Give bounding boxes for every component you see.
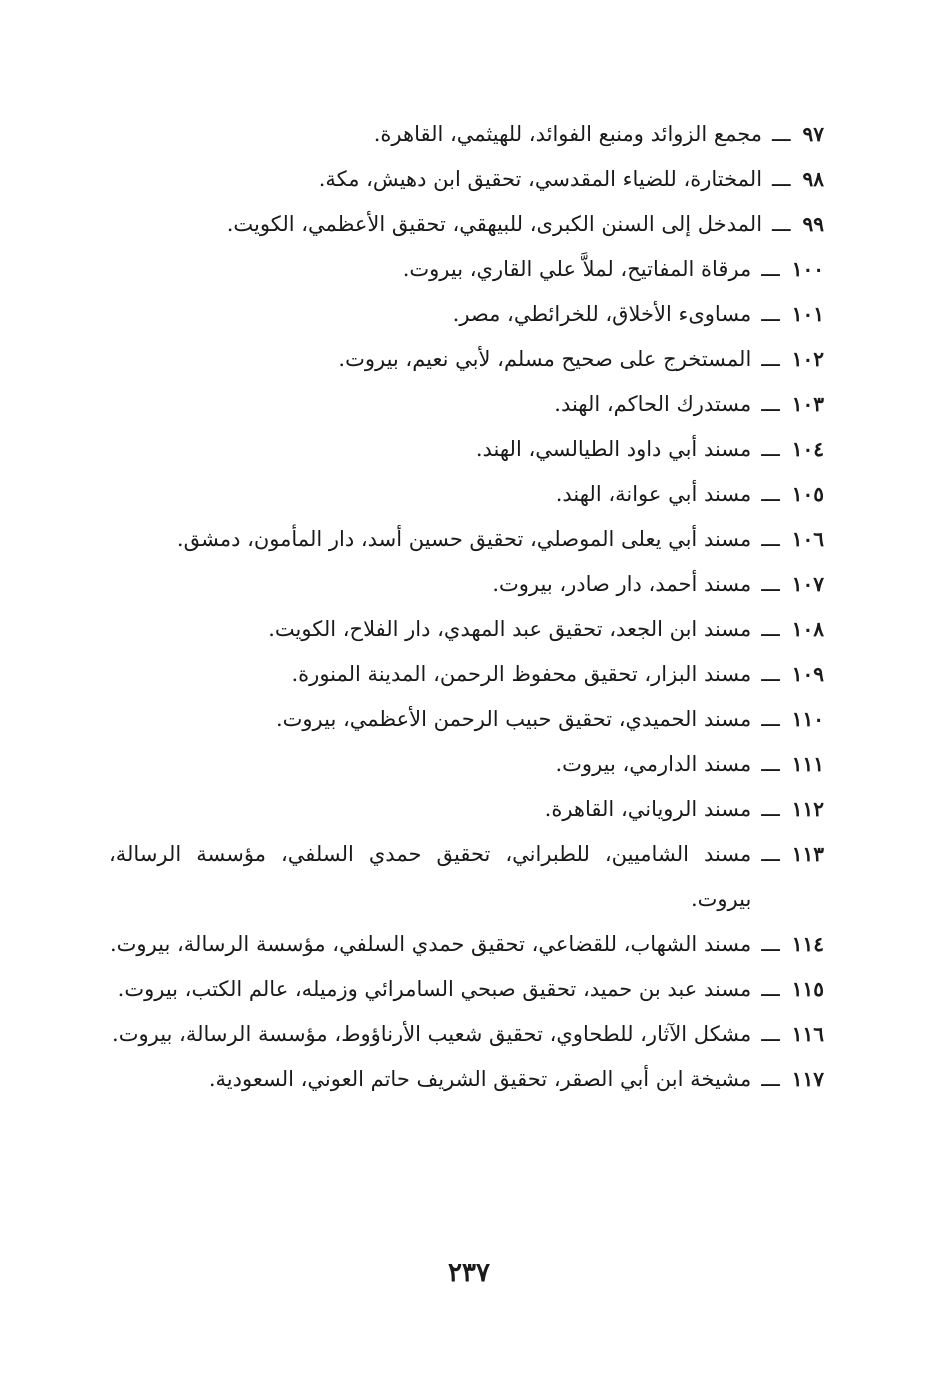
reference-entry-103 (109, 382, 824, 427)
entry-text: مشيخة ابن أبي الصقر، تحقيق الشريف حاتم العوني، السعودية. (208, 1067, 752, 1091)
entry-dash: ـــ (761, 392, 780, 416)
entry-dash: ـــ (761, 797, 780, 821)
entry-text: مسند البزار، تحقيق محفوظ الرحمن، المدينة المنورة. (291, 662, 752, 686)
reference-entry-117 (109, 1057, 824, 1102)
entry-text: مسند أبي داود الطيالسي، الهند. (475, 437, 752, 461)
entry-number: ١٠٢ (791, 347, 824, 371)
reference-entry-113 (109, 832, 824, 922)
entry-number: ١٠٠ (791, 257, 824, 281)
entry-number: ٩٩ (802, 212, 824, 236)
entry-dash: ـــ (761, 662, 780, 686)
entry-number: ١٠٤ (791, 437, 824, 461)
entry-number: ٩٨ (802, 167, 824, 191)
entry-text: مرقاة المفاتيح، لملاَّ علي القاري، بيروت. (402, 257, 752, 281)
entry-text: مسند أحمد، دار صادر، بيروت. (492, 572, 752, 596)
entry-text: مسند الشهاب، للقضاعي، تحقيق حمدي السلفي، مؤسسة الرسالة، بيروت. (109, 932, 752, 956)
reference-entry-106 (109, 517, 824, 562)
reference-entry-101 (109, 292, 824, 337)
reference-list (109, 112, 824, 1102)
entry-number: ١١٤ (791, 932, 824, 956)
reference-entry-111 (109, 742, 824, 787)
entry-number: ١١٠ (791, 707, 824, 731)
entry-number: ١١٧ (791, 1067, 824, 1091)
entry-text: المدخل إلى السنن الكبرى، للبيهقي، تحقيق الأعظمي، الكويت. (226, 212, 763, 236)
entry-number: ١١٢ (791, 797, 824, 821)
reference-entry-114 (109, 922, 824, 967)
reference-entry-116 (109, 1012, 824, 1057)
reference-entry-105 (109, 472, 824, 517)
entry-dash: ـــ (761, 617, 780, 641)
entry-text: مجمع الزوائد ومنبع الفوائد، للهيثمي، القاهرة. (373, 122, 763, 146)
entry-number: ١٠٧ (791, 572, 824, 596)
reference-entry-112 (109, 787, 824, 832)
entry-text: مسند الحميدي، تحقيق حبيب الرحمن الأعظمي، بيروت. (275, 707, 752, 731)
entry-number: ١٠٩ (791, 662, 824, 686)
entry-dash: ـــ (761, 1022, 780, 1046)
entry-text: مساوىء الأخلاق، للخرائطي، مصر. (452, 302, 752, 326)
entry-text: مسند الدارمي، بيروت. (555, 752, 752, 776)
reference-entry-100 (109, 247, 824, 292)
entry-dash: ـــ (772, 167, 791, 191)
entry-text: مسند أبي عوانة، الهند. (555, 482, 752, 506)
reference-entry-97 (109, 112, 824, 157)
entry-number: ١١٣ (791, 842, 824, 866)
entry-dash: ـــ (761, 572, 780, 596)
entry-dash: ـــ (761, 527, 780, 551)
entry-number: ١١١ (791, 752, 824, 776)
entry-text: مستدرك الحاكم، الهند. (554, 392, 752, 416)
entry-text: مسند عبد بن حميد، تحقيق صبحي السامرائي وزميله، عالم الكتب، بيروت. (117, 977, 752, 1001)
reference-entry-102 (109, 337, 824, 382)
reference-entry-115 (109, 967, 824, 1012)
entry-text: مشكل الآثار، للطحاوي، تحقيق شعيب الأرناؤوط، مؤسسة الرسالة، بيروت. (112, 1022, 752, 1046)
entry-number: ١٠٥ (791, 482, 824, 506)
entry-dash: ـــ (761, 347, 780, 371)
reference-entry-107 (109, 562, 824, 607)
entry-dash: ـــ (761, 302, 780, 326)
entry-dash: ـــ (761, 752, 780, 776)
entry-text: المختارة، للضياء المقدسي، تحقيق ابن دهيش، مكة. (318, 167, 763, 191)
entry-dash: ـــ (761, 257, 780, 281)
entry-dash: ـــ (761, 482, 780, 506)
entry-text: مسند الروياني، القاهرة. (544, 797, 752, 821)
entry-number: ١٠٣ (791, 392, 824, 416)
entry-text: مسند ابن الجعد، تحقيق عبد المهدي، دار الفلاح، الكويت. (268, 617, 752, 641)
entry-dash: ـــ (761, 437, 780, 461)
page-number: ٢٣٧ (448, 1258, 490, 1288)
entry-number: ١٠٨ (791, 617, 824, 641)
entry-number: ١١٥ (791, 977, 824, 1001)
reference-entry-99 (109, 202, 824, 247)
reference-entry-108 (109, 607, 824, 652)
entry-dash: ـــ (772, 122, 791, 146)
reference-entry-104 (109, 427, 824, 472)
entry-number: ١٠١ (791, 302, 824, 326)
entry-dash: ـــ (761, 842, 780, 866)
entry-dash: ـــ (761, 932, 780, 956)
entry-text: المستخرج على صحيح مسلم، لأبي نعيم، بيروت. (338, 347, 752, 371)
entry-dash: ـــ (772, 212, 791, 236)
reference-entry-98 (109, 157, 824, 202)
entry-text: مسند أبي يعلى الموصلي، تحقيق حسين أسد، دار المأمون، دمشق. (176, 527, 752, 551)
reference-entry-109 (109, 652, 824, 697)
entry-dash: ـــ (761, 707, 780, 731)
entry-number: ١٠٦ (791, 527, 824, 551)
entry-number: ١١٦ (791, 1022, 824, 1046)
entry-text: مسند الشاميين، للطبراني، تحقيق حمدي السلفي، مؤسسة الرسالة، بيروت. (109, 842, 752, 911)
entry-dash: ـــ (761, 1067, 780, 1091)
entry-dash: ـــ (761, 977, 780, 1001)
reference-entry-110 (109, 697, 824, 742)
entry-number: ٩٧ (802, 122, 824, 146)
